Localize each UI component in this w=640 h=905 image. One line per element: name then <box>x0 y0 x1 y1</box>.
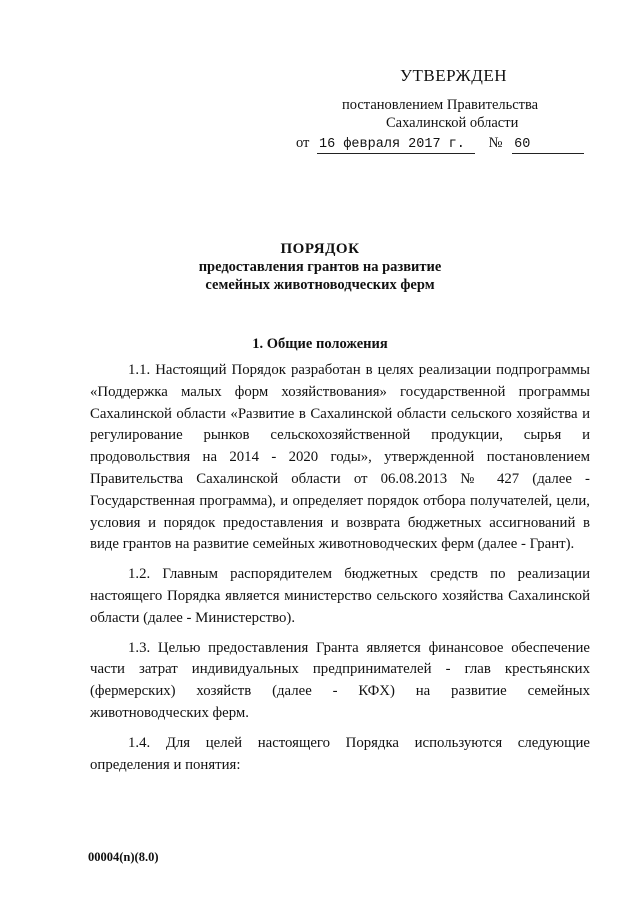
approval-date-row <box>296 134 596 154</box>
document-title-line-3: семейных животноводческих ферм <box>205 277 435 293</box>
paragraph-1-4: 1.4. Для целей настоящего Порядка используются следующие определения и понятия: <box>90 734 590 773</box>
number-label: № <box>488 135 503 151</box>
paragraph-1-2: 1.2. Главным распорядителем бюджетных средств по реализации настоящего Порядка является министерство сельского хозяйства Сахалинской области (далее - Министерство). <box>90 566 590 626</box>
approval-line-1: постановлением Правительства <box>342 97 539 113</box>
section-heading: 1. Общие положения <box>252 336 388 352</box>
approval-date: 16 февраля 2017 г. <box>317 137 475 154</box>
approval-line-2: Сахалинской области <box>386 115 519 131</box>
approval-title: УТВЕРЖДЕН <box>400 66 507 85</box>
footer-code: 00004(n)(8.0) <box>88 850 159 864</box>
paragraph-1-3: 1.3. Целью предоставления Гранта является финансовое обеспечение части затрат индивидуальных предпринимателей - глав крестьянских (фермерских) хозяйств (далее - КФХ) на развитие семейных животноводческих ферм. <box>90 639 590 721</box>
paragraph-1-1: 1.1. Настоящий Порядок разработан в целях реализации подпрограммы «Поддержка малых форм хозяйствования» государственной программы Сахалинской области «Развитие в Сахалинской области сельского хозяйства и регулирование рынков сельскохозяйственной продукции, сырья и продовольствия на 2014 - 2020 годы», утвержденной постановлением Правительства Сахалинской области от 06.08.2013 № 427 (далее - Государственная программа), и определяет порядок отбора получателей, цели, условия и порядок предоставления и возврата бюджетных ассигнований в виде грантов на развитие семейных животноводческих ферм (далее - Грант). <box>90 362 590 553</box>
document-title-line-1: ПОРЯДОК <box>280 241 360 257</box>
approval-number: 60 <box>512 137 584 154</box>
document-body <box>90 360 590 784</box>
document-title <box>0 240 640 294</box>
from-label: от <box>296 135 310 151</box>
document-title-line-2: предоставления грантов на развитие <box>198 259 442 275</box>
